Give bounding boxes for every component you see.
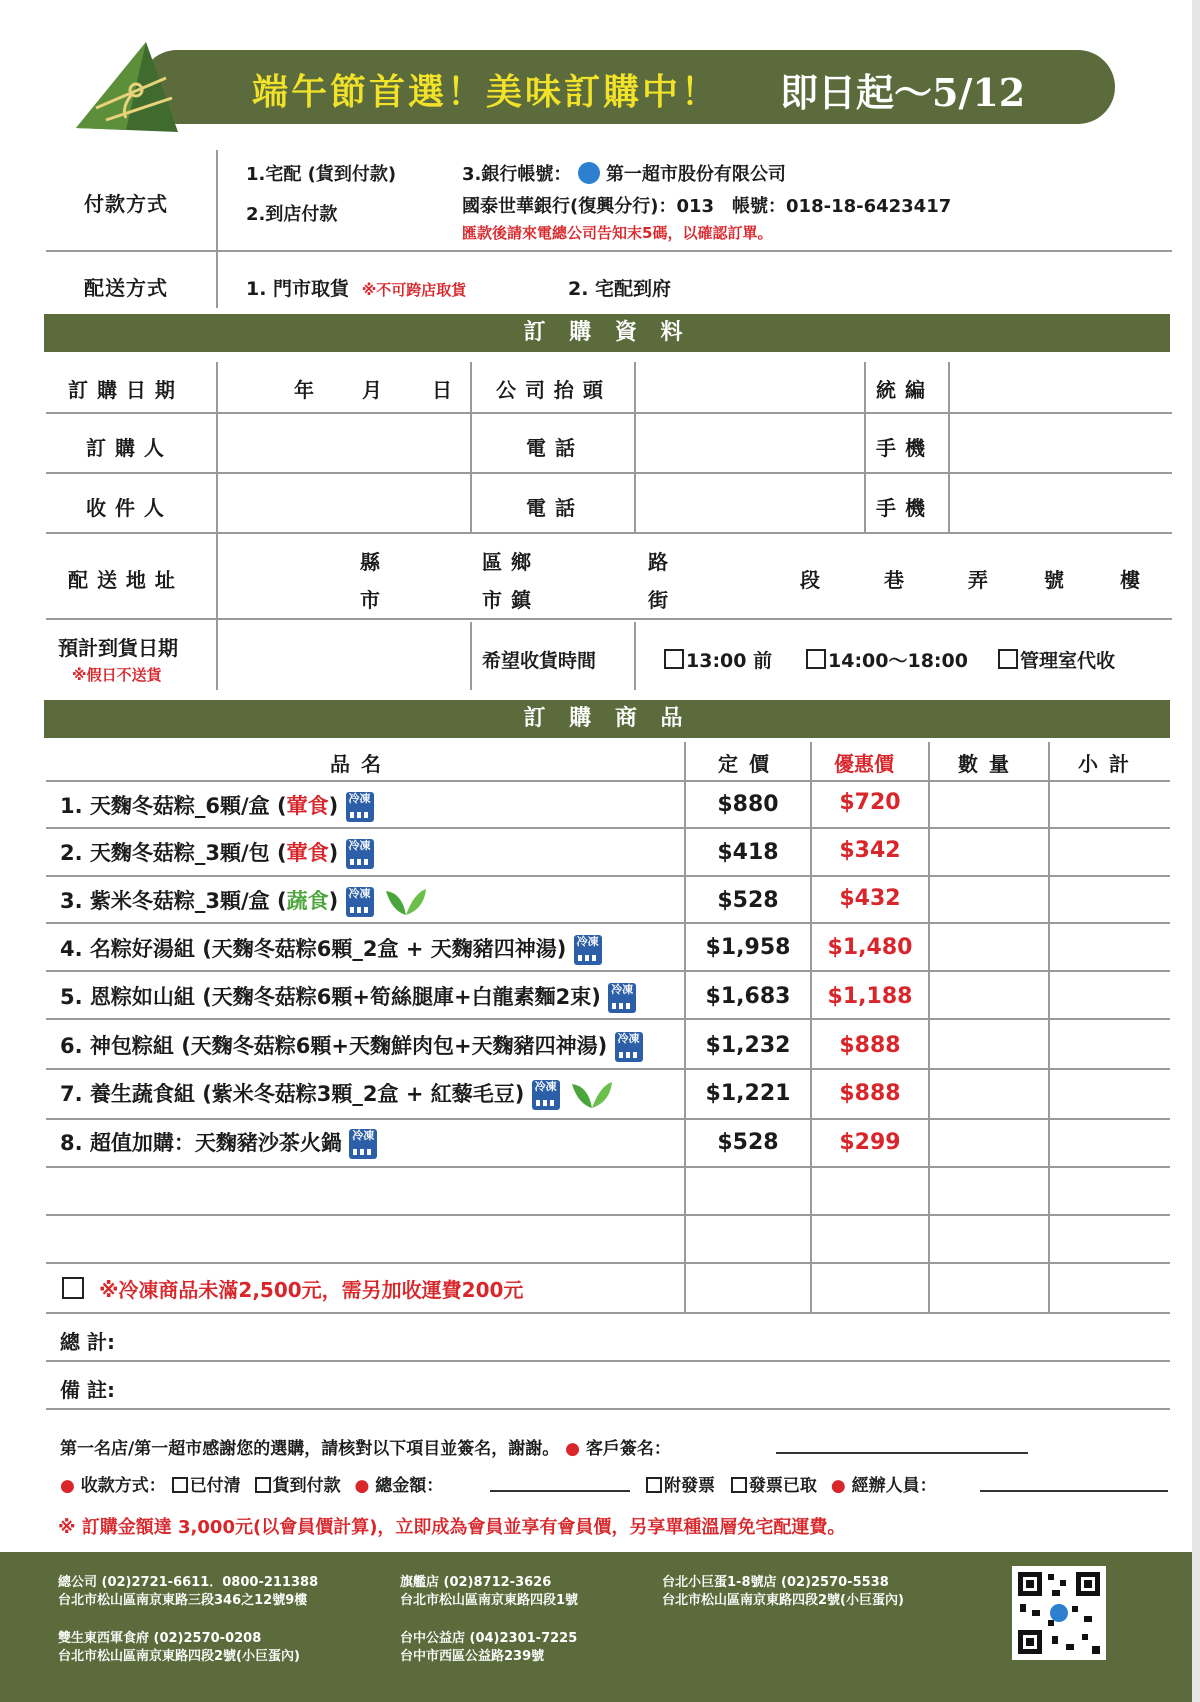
time-opt2-label: 14:00～18:00 xyxy=(828,650,968,672)
addr-county: 縣 xyxy=(360,550,384,574)
divider xyxy=(216,362,218,690)
sign-label: 客戶簽名： xyxy=(585,1439,671,1459)
paid-label: 已付清 xyxy=(189,1476,241,1496)
product-2-tag: 葷食 xyxy=(286,841,329,865)
recipient-mobile-label: 手 機 xyxy=(876,496,926,520)
product-8 xyxy=(60,1127,377,1159)
addr-road: 路 xyxy=(648,550,672,574)
addr-town: 市 鎮 xyxy=(482,588,532,612)
divider xyxy=(216,150,218,308)
freeze-icon: 冷凍 xyxy=(608,983,636,1013)
confirm-line2b xyxy=(646,1471,937,1496)
divider xyxy=(864,362,866,532)
time-opt2[interactable] xyxy=(806,646,968,673)
divider xyxy=(470,362,472,532)
hq-address: 台北市松山區南京東路三段346之12號9樓 xyxy=(58,1593,308,1608)
recipient-phone-label: 電 話 xyxy=(526,496,576,520)
addr-section: 段 xyxy=(800,568,824,592)
order-day: 日 xyxy=(432,378,456,402)
delivery-opt2: 2. 宅配到府 xyxy=(568,278,672,300)
freeze-icon: 冷凍 xyxy=(532,1080,560,1110)
arrival-date-field[interactable] xyxy=(226,626,466,686)
product-5-price: $1,683 xyxy=(705,984,791,1009)
vegan-phone: 雙生東西軍食府 (02)2570-0208 xyxy=(58,1631,262,1646)
product-1 xyxy=(60,790,374,822)
payment-company: 第一超市股份有限公司 xyxy=(605,164,786,185)
product-6-name: 6. 神包粽組 (天麴冬菇粽6顆+天麴鮮肉包+天麴豬四神湯) xyxy=(60,1034,608,1058)
product-3-tag: 蔬食 xyxy=(286,889,329,913)
product-6-sale: $888 xyxy=(839,1033,901,1058)
divider xyxy=(46,472,1172,474)
zongzi-icon xyxy=(66,38,186,138)
flagship-address: 台北市松山區南京東路四段1號 xyxy=(400,1593,579,1608)
time-opt1-label: 13:00 前 xyxy=(686,650,773,672)
handler-label: 經辦人員： xyxy=(851,1476,937,1496)
recipient-mobile-field[interactable] xyxy=(954,480,1168,528)
addr-district: 區 鄉 xyxy=(482,550,532,574)
divider xyxy=(46,922,1170,924)
member-note: ※ 訂購金額達 3,000元(以會員價計算)，立即成為會員並享有會員價，另享單種溫層免宅配運費。 xyxy=(58,1517,846,1538)
product-2-name: 2. 天麴冬菇粽_3顆/包 ( xyxy=(60,841,287,865)
col-qty: 數 量 xyxy=(958,752,1011,776)
product-4-sale: $1,480 xyxy=(827,935,913,960)
orderer-mobile-field[interactable] xyxy=(954,420,1168,468)
product-2-price: $418 xyxy=(717,840,779,865)
divider xyxy=(46,412,1172,414)
footer-vegan xyxy=(58,1630,300,1666)
product-4-price: $1,958 xyxy=(705,935,791,960)
product-7 xyxy=(60,1078,614,1110)
divider xyxy=(46,250,1172,252)
page-edge xyxy=(1192,0,1200,1702)
address-label: 配 送 地 址 xyxy=(68,568,176,592)
divider xyxy=(46,1360,1170,1362)
invoice-attached-checkbox[interactable] xyxy=(646,1477,662,1493)
delivery-opt1-note: ※不可跨店取貨 xyxy=(361,281,467,299)
product-7-name: 7. 養生蔬食組 (紫米冬菇粽3顆_2盒 + 紅藜毛豆) xyxy=(60,1082,525,1106)
amount-line[interactable] xyxy=(490,1490,630,1492)
divider xyxy=(46,1068,1170,1070)
payment-opt3: 3.銀行帳號： xyxy=(462,164,572,185)
divider xyxy=(46,827,1170,829)
col-sub: 小 計 xyxy=(1078,752,1131,776)
confirm-text: 第一名店/第一超市感謝您的選購，請核對以下項目並簽名，謝謝。 xyxy=(60,1439,560,1459)
product-7-price: $1,221 xyxy=(705,1081,791,1106)
tax-id-field[interactable] xyxy=(954,366,1168,408)
cod-checkbox[interactable] xyxy=(255,1477,271,1493)
divider xyxy=(948,362,950,532)
banner-date: 即日起～5/12 xyxy=(780,70,1026,115)
divider xyxy=(46,1408,1170,1410)
xiaojudan-address: 台北市松山區南京東路四段2號(小巨蛋內) xyxy=(662,1593,904,1608)
pay-label: 收款方式： xyxy=(80,1476,166,1496)
footer-xiaojudan xyxy=(662,1574,904,1610)
product-1-close: ) xyxy=(328,794,339,818)
shipping-note: ※冷凍商品未滿2,500元，需另加收運費200元 xyxy=(98,1278,524,1302)
addr-city: 市 xyxy=(360,588,384,612)
order-info-header xyxy=(44,314,1170,352)
product-3-sale: $432 xyxy=(839,886,901,911)
product-1-tag: 葷食 xyxy=(286,794,329,818)
product-5 xyxy=(60,981,636,1013)
product-6-price: $1,232 xyxy=(705,1033,791,1058)
invoice-taken-label: 發票已取 xyxy=(748,1476,817,1496)
leaf-icon xyxy=(570,1080,614,1110)
payment-note: 匯款後請來電總公司告知末5碼，以確認訂單。 xyxy=(462,224,773,242)
shipping-note-row xyxy=(62,1274,523,1303)
divider xyxy=(634,362,636,532)
footer-flagship xyxy=(400,1574,578,1610)
payment-opt1: 1.宅配 (貨到付款) xyxy=(246,164,397,185)
freeze-icon: 冷凍 xyxy=(349,1129,377,1159)
addr-number: 號 xyxy=(1044,568,1068,592)
product-2-sale: $342 xyxy=(839,838,901,863)
address-field[interactable] xyxy=(226,540,1168,614)
total-field[interactable] xyxy=(140,1318,1170,1358)
banner-title: 端午節首選！美味訂購中！ xyxy=(252,72,721,113)
vegan-address: 台北市松山區南京東路四段2號(小巨蛋內) xyxy=(58,1649,300,1664)
tax-id-label: 統 編 xyxy=(876,378,926,402)
order-date-label: 訂 購 日 期 xyxy=(68,378,176,402)
payment-label: 付款方式 xyxy=(84,192,168,216)
product-2-close: ) xyxy=(328,841,339,865)
product-1-name: 1. 天麴冬菇粽_6顆/盒 ( xyxy=(60,794,287,818)
invoice-taken-checkbox[interactable] xyxy=(731,1477,747,1493)
bullet: ● xyxy=(60,1476,75,1496)
taichung-address: 台中市西區公益路239號 xyxy=(400,1649,545,1664)
paid-checkbox[interactable] xyxy=(172,1477,188,1493)
qr-code-icon[interactable] xyxy=(1012,1566,1106,1660)
divider xyxy=(46,1118,1170,1120)
payment-opt2: 2.到店付款 xyxy=(246,204,338,225)
product-8-sale: $299 xyxy=(839,1130,901,1155)
freeze-icon: 冷凍 xyxy=(574,935,602,965)
freeze-icon: 冷凍 xyxy=(346,792,374,822)
divider xyxy=(46,1262,1170,1264)
col-sale: 優惠價 xyxy=(834,752,894,776)
divider xyxy=(634,622,636,690)
product-2 xyxy=(60,837,374,869)
footer-hq xyxy=(58,1574,318,1610)
products-header xyxy=(44,700,1170,738)
product-3-name: 3. 紫米冬菇粽_3顆/盒 ( xyxy=(60,889,287,913)
divider xyxy=(46,1018,1170,1020)
shipping-checkbox[interactable] xyxy=(62,1277,84,1299)
product-4-name: 4. 名粽好湯組 (天麴冬菇粽6顆_2盒 + 天麴豬四神湯) xyxy=(60,937,567,961)
signature-line[interactable] xyxy=(776,1452,1028,1454)
product-8-price: $528 xyxy=(717,1130,779,1155)
banner xyxy=(140,50,1115,124)
arrival-label: 預計到貨日期 xyxy=(58,636,178,660)
addr-alley: 弄 xyxy=(968,568,992,592)
col-price: 定 價 xyxy=(718,752,771,776)
freeze-icon: 冷凍 xyxy=(615,1032,643,1062)
addr-lane: 巷 xyxy=(884,568,908,592)
checkbox[interactable] xyxy=(806,649,826,669)
product-1-price: $880 xyxy=(717,792,779,817)
addr-floor: 樓 xyxy=(1120,568,1144,592)
bullet: ● xyxy=(354,1476,370,1496)
bullet: ● xyxy=(565,1439,580,1459)
divider xyxy=(46,618,1172,620)
product-3 xyxy=(60,885,428,917)
freeze-icon: 冷凍 xyxy=(346,839,374,869)
freeze-icon: 冷凍 xyxy=(346,887,374,917)
flagship-phone: 旗艦店 (02)8712-3626 xyxy=(400,1575,552,1590)
time-opt3-label: 管理室代收 xyxy=(1020,650,1116,672)
payment-opt3-row xyxy=(462,160,786,186)
time-opt3[interactable] xyxy=(998,646,1115,673)
order-info-title: 訂 購 資 料 xyxy=(523,320,691,345)
time-label: 希望收貨時間 xyxy=(482,650,597,672)
order-date-field[interactable] xyxy=(226,366,466,408)
product-5-sale: $1,188 xyxy=(827,984,913,1009)
delivery-label: 配送方式 xyxy=(84,276,168,300)
divider xyxy=(46,875,1170,877)
product-3-close: ) xyxy=(328,889,339,913)
order-year: 年 xyxy=(294,378,318,402)
payment-bank: 國泰世華銀行(復興分行)：013 帳號：018-18-6423417 xyxy=(462,196,952,217)
arrival-note: ※假日不送貨 xyxy=(72,666,162,684)
orderer-phone-label: 電 話 xyxy=(526,436,576,460)
footer-taichung xyxy=(400,1630,577,1666)
divider xyxy=(46,532,1172,534)
leaf-icon xyxy=(384,887,428,917)
product-7-sale: $888 xyxy=(839,1081,901,1106)
delivery-opt1: 1. 門市取貨 xyxy=(246,278,350,300)
product-5-name: 5. 恩粽如山組 (天麴冬菇粽6顆+筍絲腿庫+白龍素麵2束) xyxy=(60,985,601,1009)
bullet: ● xyxy=(830,1476,846,1496)
delivery-opt1-row xyxy=(246,274,466,301)
divider xyxy=(46,970,1170,972)
company-header-field[interactable] xyxy=(640,366,860,408)
checkbox[interactable] xyxy=(664,649,684,669)
product-3-price: $528 xyxy=(717,888,779,913)
remark-label: 備 註: xyxy=(60,1378,115,1402)
recipient-label: 收 件 人 xyxy=(86,496,165,520)
divider xyxy=(470,622,472,690)
products-title: 訂 購 商 品 xyxy=(523,706,691,731)
recipient-field[interactable] xyxy=(226,480,466,528)
footer xyxy=(0,1552,1192,1702)
orderer-mobile-label: 手 機 xyxy=(876,436,926,460)
addr-street: 街 xyxy=(648,588,672,612)
total-label: 總 計: xyxy=(60,1330,115,1354)
product-8-name: 8. 超值加購：天麴豬沙茶火鍋 xyxy=(60,1131,342,1155)
confirm-line2 xyxy=(60,1471,443,1496)
company-header-label: 公 司 抬 頭 xyxy=(496,378,604,402)
product-6 xyxy=(60,1030,643,1062)
remark-field[interactable] xyxy=(140,1366,1170,1406)
divider xyxy=(46,1214,1170,1216)
cod-label: 貨到付款 xyxy=(272,1476,341,1496)
recipient-phone-field[interactable] xyxy=(640,480,860,528)
order-month: 月 xyxy=(362,378,386,402)
col-name: 品 名 xyxy=(330,752,383,776)
divider xyxy=(46,1166,1170,1168)
orderer-field[interactable] xyxy=(226,420,466,468)
divider xyxy=(46,1312,1170,1314)
divider xyxy=(46,780,1170,782)
company-logo-icon xyxy=(578,162,600,184)
orderer-label: 訂 購 人 xyxy=(86,436,165,460)
product-1-sale: $720 xyxy=(839,790,901,815)
product-4 xyxy=(60,933,602,965)
hq-phone: 總公司 (02)2721-6611．0800-211388 xyxy=(58,1575,319,1590)
time-opt1[interactable] xyxy=(664,646,772,673)
handler-line[interactable] xyxy=(980,1490,1168,1492)
xiaojudan-phone: 台北小巨蛋1-8號店 (02)2570-5538 xyxy=(662,1575,889,1590)
orderer-phone-field[interactable] xyxy=(640,420,860,468)
checkbox[interactable] xyxy=(998,649,1018,669)
invoice-attached-label: 附發票 xyxy=(664,1476,715,1496)
amount-label: 總金額： xyxy=(375,1476,444,1496)
confirm-line1 xyxy=(60,1434,671,1459)
taichung-phone: 台中公益店 (04)2301-7225 xyxy=(400,1631,578,1646)
